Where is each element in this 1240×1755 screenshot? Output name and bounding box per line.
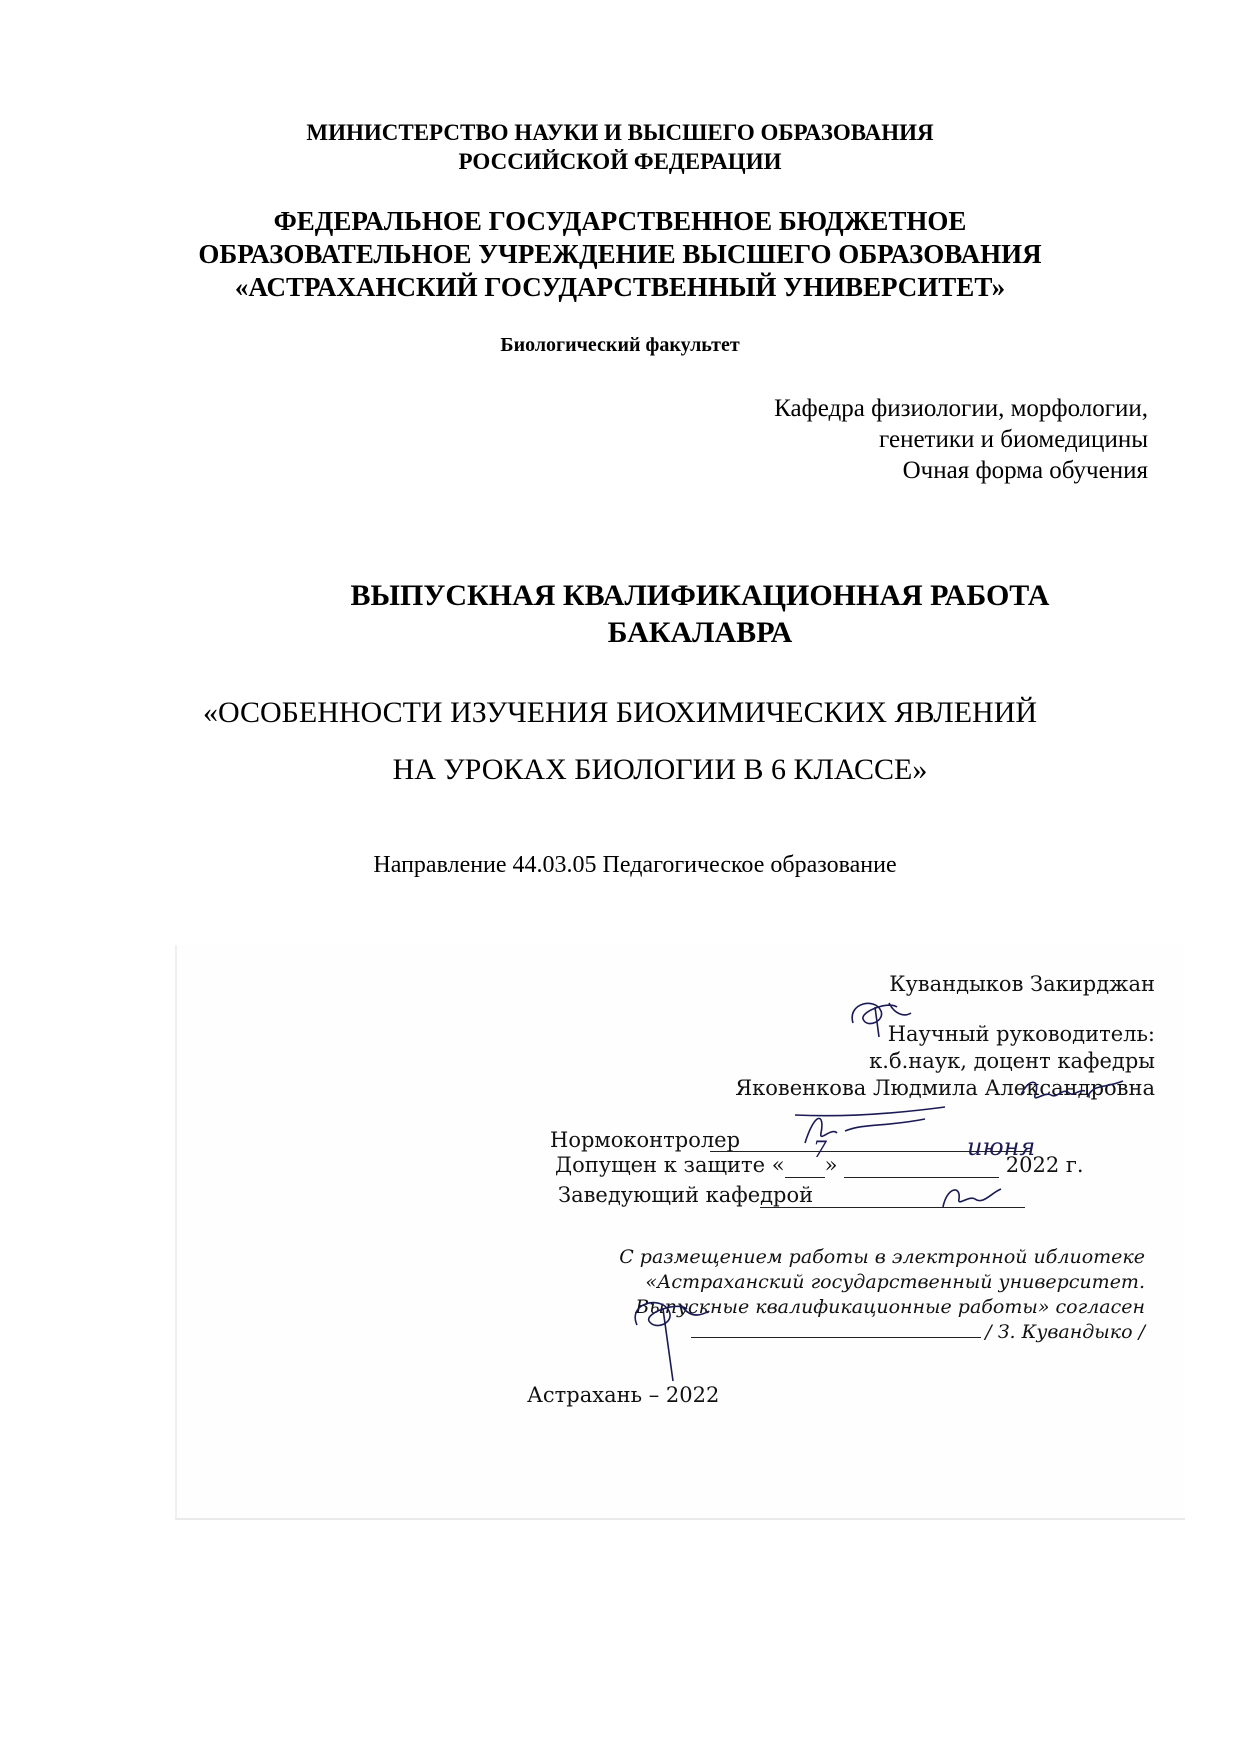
handwritten-month: июня <box>967 1133 1036 1161</box>
supervisor-signature-icon <box>1015 1073 1125 1113</box>
handwritten-day: 7 <box>813 1138 827 1163</box>
consent-line-3: Выпускные квалификационные работы» согласен <box>635 1296 1145 1318</box>
institution-line-3: «АСТРАХАНСКИЙ ГОСУДАРСТВЕННЫЙ УНИВЕРСИТЕТ» <box>234 272 1006 302</box>
consent-line-2: «Астраханский государственный университет. <box>645 1271 1145 1293</box>
normocontrol-signature-icon <box>775 1103 955 1158</box>
defense-label: Допущен к защите « <box>555 1153 785 1177</box>
ministry-heading <box>0 118 1240 176</box>
institution-line-2: ОБРАЗОВАТЕЛЬНОЕ УЧРЕЖДЕНИЕ ВЫСШЕГО ОБРАЗОВАНИЯ <box>198 239 1042 269</box>
defense-quote-close: » <box>824 1153 838 1177</box>
department-block <box>774 393 1148 486</box>
consent-signature-icon <box>625 1285 715 1385</box>
department-line-1: Кафедра физиологии, морфологии, <box>774 395 1148 422</box>
department-head-signature-icon <box>935 1183 1005 1213</box>
supervisor-degree: к.б.наук, доцент кафедры <box>869 1049 1155 1073</box>
department-line-2: генетики и биомедицины <box>879 426 1148 453</box>
faculty-name: Биологический факультет <box>500 334 740 356</box>
study-form: Очная форма обучения <box>902 457 1148 484</box>
work-type <box>290 577 1110 651</box>
work-type-line-1: ВЫПУСКНАЯ КВАЛИФИКАЦИОННАЯ РАБОТА <box>350 579 1050 612</box>
ministry-line-2: РОССИЙСКОЙ ФЕДЕРАЦИИ <box>458 149 782 174</box>
consent-signer: / З. Кувандыко / <box>985 1321 1145 1343</box>
scan-bottom-edge <box>175 1518 1185 1520</box>
institution-heading <box>0 205 1240 304</box>
consent-line-1: С размещением работы в электронной иблиотеке <box>619 1246 1145 1268</box>
scanned-signature-block <box>175 945 1185 1520</box>
author-signature-icon <box>845 993 915 1043</box>
ministry-line-1: МИНИСТЕРСТВО НАУКИ И ВЫСШЕГО ОБРАЗОВАНИЯ <box>306 120 934 145</box>
normocontrol-label: Нормоконтролер <box>550 1128 741 1152</box>
department-head-label: Заведующий кафедрой <box>558 1183 814 1207</box>
institution-line-1: ФЕДЕРАЛЬНОЕ ГОСУДАРСТВЕННОЕ БЮДЖЕТНОЕ <box>273 206 967 236</box>
work-type-line-2: БАКАЛАВРА <box>607 616 793 649</box>
supervisor-label: Научный руководитель: <box>887 1022 1155 1046</box>
defense-year: 2022 г. <box>1005 1153 1084 1177</box>
work-title-line-2: НА УРОКАХ БИОЛОГИИ В 6 КЛАССЕ» <box>392 753 928 786</box>
supervisor-name: Яковенкова Людмила Александровна <box>735 1076 1155 1100</box>
consent-signature-line <box>691 1337 981 1338</box>
work-title-line-1: «ОСОБЕННОСТИ ИЗУЧЕНИЯ БИОХИМИЧЕСКИХ ЯВЛЕНИЙ <box>202 696 1038 729</box>
city-year: Астрахань – 2022 <box>527 1383 720 1407</box>
author-name: Кувандыков Закирджан <box>889 972 1155 996</box>
scan-edge <box>175 945 177 1520</box>
study-direction: Направление 44.03.05 Педагогическое образование <box>373 852 897 878</box>
